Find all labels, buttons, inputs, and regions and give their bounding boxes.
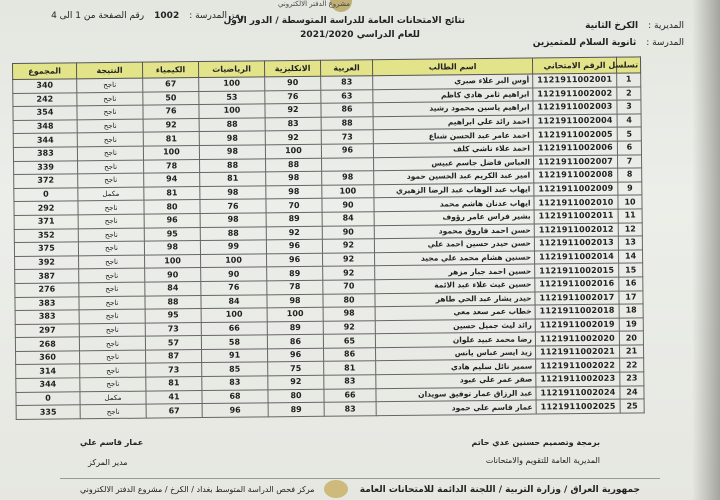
exam-number-cell: 1121911002005 [533,128,617,142]
manager-title: مدير المركز [88,458,128,467]
exam-number-cell: 1121911002010 [534,196,618,210]
exam-number-cell: 1121911002016 [535,277,619,291]
english-grade-cell: 92 [265,103,321,117]
ministry-line: جمهورية العراق / وزارة التربية / اللجنة الدائمة للامتحانات العامة [359,485,640,495]
seq-cell: 25 [620,399,644,413]
chemistry-grade-cell: 67 [143,78,199,92]
student-name-cell: عبد الرزاق عمار توفيق سويدان [376,387,536,402]
total-cell: 372 [14,174,78,188]
directorate-value: الكرخ الثانية [585,21,639,31]
math-grade-cell: 88 [200,158,266,172]
seq-cell: 18 [619,304,643,318]
student-name-cell: خطاب عمر سعد معي [375,305,535,320]
english-grade-cell: 92 [268,375,324,389]
chemistry-grade-cell: 81 [146,377,202,391]
column-header: الانكليزية [264,60,320,77]
student-name-cell: حسن حيدر حسين احمد علي [374,237,534,252]
result-cell: ناجح [79,309,145,323]
result-cell: ناجح [78,228,144,242]
result-cell: ناجح [77,133,143,147]
math-grade-cell: 53 [199,90,265,104]
english-grade-cell: 76 [265,90,321,104]
arabic-grade-cell: 100 [322,184,374,198]
arabic-grade-cell: 86 [321,103,373,117]
english-grade-cell: 98 [266,171,322,185]
arabic-grade-cell: 83 [321,76,373,90]
result-cell: ناجح [80,377,146,391]
chemistry-grade-cell: 90 [145,268,201,282]
total-cell: 297 [15,323,79,337]
student-name-cell: امير عبد الكريم عبد الحسين حمود [374,169,534,184]
school-code-label: رمز المدرسة : [189,11,244,21]
chemistry-grade-cell: 94 [144,173,200,187]
result-cell: ناجح [78,200,144,214]
english-grade-cell: 100 [265,144,321,158]
student-name-cell: ايهاب عبد الوهاب عبد الرضا الزهيري [374,183,534,198]
total-cell: 375 [14,242,78,256]
math-grade-cell: 91 [202,349,268,363]
result-cell: ناجح [77,105,143,119]
result-cell: مكمل [78,187,144,201]
result-cell: ناجح [77,146,143,160]
math-grade-cell: 84 [201,294,267,308]
arabic-grade-cell: 96 [321,144,373,158]
exam-number-cell: 1121911002004 [533,114,617,128]
seq-cell: 8 [618,168,642,182]
total-cell: 340 [13,79,77,93]
chemistry-grade-cell: 95 [145,309,201,323]
seq-cell: 14 [618,250,642,264]
student-name-cell: بشير فراس عامر رؤوف [374,210,534,225]
page-edge-shadow [692,0,720,500]
seq-cell: 3 [617,100,641,114]
arabic-grade-cell: 66 [324,388,376,402]
english-grade-cell: 78 [267,280,323,294]
header-left [34,10,244,23]
student-name-cell: ابراهيم ثامر هادي كاظم [373,88,533,103]
result-cell: ناجح [79,296,145,310]
math-grade-cell: 99 [200,240,266,254]
result-cell: ناجح [79,268,145,282]
math-grade-cell: 100 [199,77,265,91]
student-name-cell: زيد ايسر عباس يانس [376,346,536,361]
seq-cell: 24 [620,386,644,400]
seq-cell: 2 [617,87,641,101]
result-cell: ناجح [78,214,144,228]
bottom-bar [60,478,660,500]
arabic-grade-cell: 98 [322,171,374,185]
chemistry-grade-cell: 41 [146,390,202,404]
exam-number-cell: 1121911002023 [536,372,620,386]
total-cell: 335 [16,405,80,419]
arabic-grade-cell: 65 [323,334,375,348]
seq-cell: 16 [619,277,643,291]
exam-number-cell: 1121911002003 [533,100,617,114]
arabic-grade-cell: 84 [322,212,374,226]
column-header: النتيجة [77,62,143,79]
column-header: اسم الطالب [372,58,532,76]
total-cell: 360 [16,351,80,365]
chemistry-grade-cell: 73 [145,322,201,336]
seq-cell: 11 [618,209,642,223]
chemistry-grade-cell: 78 [144,159,200,173]
exam-number-cell: 1121911002001 [533,73,617,87]
header-right [504,18,684,52]
total-cell: 242 [13,92,77,106]
seq-cell: 23 [620,372,644,386]
total-cell: 292 [14,201,78,215]
math-grade-cell: 66 [201,322,267,336]
exam-number-cell: 1121911002024 [536,386,620,400]
header-title [223,14,465,42]
total-cell: 268 [15,337,79,351]
exam-number-cell: 1121911002009 [534,182,618,196]
student-name-cell: رائد ليث جميل حسين [375,319,535,334]
chemistry-grade-cell: 76 [143,105,199,119]
bottom-emblem-icon [324,480,348,498]
total-cell: 392 [15,256,79,270]
english-grade-cell: 90 [265,76,321,90]
math-grade-cell: 98 [199,145,265,159]
student-name-cell: احمد علاء ناشي كلف [373,142,533,157]
chemistry-grade-cell: 81 [143,132,199,146]
english-grade-cell: 89 [266,212,322,226]
math-grade-cell: 81 [200,172,266,186]
english-grade-cell: 88 [266,158,322,172]
student-name-cell: حيدر يشار عبد الحي طاهر [375,292,535,307]
english-grade-cell: 89 [267,267,323,281]
math-grade-cell: 76 [200,199,266,213]
english-grade-cell: 86 [267,335,323,349]
result-cell: ناجح [80,350,146,364]
directorate-credit: المديرية العامة للتقويم والامتحانات [485,456,600,465]
chemistry-grade-cell: 87 [146,349,202,363]
arabic-grade-cell: 90 [322,225,374,239]
english-grade-cell: 98 [267,294,323,308]
total-cell: 348 [13,120,77,134]
student-name-cell: العباس فاضل جاسم عبيس [374,156,534,171]
exam-number-cell: 1121911002019 [535,318,619,332]
seq-cell: 6 [617,141,641,155]
title-line-2: للعام الدراسي 2021/2020 [300,30,420,40]
chemistry-grade-cell: 88 [145,295,201,309]
english-grade-cell: 80 [268,389,324,403]
arabic-grade-cell: 98 [323,307,375,321]
result-cell: ناجح [79,282,145,296]
student-name-cell: حسين احمد جبار مزهر [375,264,535,279]
seq-cell: 4 [617,114,641,128]
total-cell: 344 [13,133,77,147]
student-name-cell: أوس البر علاء صبري [373,74,533,89]
result-cell: ناجح [78,173,144,187]
seq-cell: 5 [617,127,641,141]
english-grade-cell: 96 [268,348,324,362]
exam-number-cell: 1121911002022 [536,359,620,373]
english-grade-cell: 96 [266,239,322,253]
exam-number-cell: 1121911002002 [533,87,617,101]
chemistry-grade-cell: 73 [146,363,202,377]
arabic-grade-cell: 83 [324,402,376,416]
arabic-grade-cell: 80 [323,293,375,307]
arabic-grade-cell: 81 [324,361,376,375]
result-cell: ناجح [79,323,145,337]
column-header: الرياضيات [198,61,264,78]
result-cell: ناجح [77,119,143,133]
student-name-cell: حسن احمد فاروق محمود [374,224,534,239]
arabic-grade-cell: 90 [322,198,374,212]
seq-cell: 20 [619,331,643,345]
exam-number-cell: 1121911002020 [535,331,619,345]
math-grade-cell: 96 [202,403,268,417]
math-grade-cell: 98 [200,213,266,227]
arabic-grade-cell: 92 [323,320,375,334]
total-cell: 383 [15,310,79,324]
column-header: تسلسل [616,57,640,73]
school-value: ثانوية السلام للمتميزين [532,38,637,48]
total-cell: 383 [13,147,77,161]
math-grade-cell: 90 [201,267,267,281]
exam-number-cell: 1121911002017 [535,291,619,305]
column-header: الكيمياء [142,62,198,79]
arabic-grade-cell: 92 [323,266,375,280]
result-cell: ناجح [79,255,145,269]
english-grade-cell: 70 [266,199,322,213]
result-cell: ناجح [80,364,146,378]
total-cell: 344 [16,378,80,392]
seq-cell: 10 [618,195,642,209]
seq-cell: 1 [617,73,641,87]
total-cell: 314 [16,364,80,378]
math-grade-cell: 83 [202,376,268,390]
student-name-cell: عمار قاسم علي حمود [376,400,536,415]
total-cell: 383 [15,296,79,310]
directorate-label: المديرية : [648,21,684,31]
student-name-cell: ايهاب عدنان هاشم محمد [374,196,534,211]
seq-cell: 13 [618,236,642,250]
arabic-grade-cell: 73 [321,130,373,144]
arabic-grade-cell: 70 [323,280,375,294]
seq-cell: 19 [619,318,643,332]
design-credit: برمجة وتصميم حسنين عدي حاتم [471,438,600,447]
exam-number-cell: 1121911002018 [535,304,619,318]
english-grade-cell: 100 [267,307,323,321]
total-cell: 0 [16,391,80,405]
column-header: العربية [320,60,372,77]
result-cell: ناجح [78,241,144,255]
chemistry-grade-cell: 84 [145,281,201,295]
math-grade-cell: 98 [200,186,266,200]
total-cell: 371 [14,215,78,229]
chemistry-grade-cell: 100 [145,254,201,268]
column-header: الرقم الامتحاني [532,57,616,74]
arabic-grade-cell: 92 [323,252,375,266]
math-grade-cell: 98 [199,131,265,145]
student-name-cell: رضا محمد عبيد علوان [375,332,535,347]
exam-number-cell: 1121911002025 [536,399,620,413]
chemistry-grade-cell: 98 [144,241,200,255]
english-grade-cell: 98 [266,185,322,199]
result-cell: ناجح [79,336,145,350]
seq-cell: 21 [619,345,643,359]
exam-number-cell: 1121911002006 [533,141,617,155]
english-grade-cell: 96 [267,253,323,267]
math-grade-cell: 68 [202,389,268,403]
result-cell: ناجح [77,78,143,92]
arabic-grade-cell: 83 [324,375,376,389]
english-grade-cell: 92 [266,226,322,240]
exam-number-cell: 1121911002012 [534,223,618,237]
exam-number-cell: 1121911002008 [534,168,618,182]
result-cell: مكمل [80,391,146,405]
math-grade-cell: 100 [201,254,267,268]
student-name-cell: احمد رائد علي ابراهيم [373,115,533,130]
seq-cell: 9 [618,182,642,196]
english-grade-cell: 75 [268,362,324,376]
chemistry-grade-cell: 67 [146,404,202,418]
exam-number-cell: 1121911002011 [534,209,618,223]
math-grade-cell: 85 [202,362,268,376]
seq-cell: 12 [618,222,642,236]
result-cell: ناجح [80,404,146,418]
english-grade-cell: 89 [267,321,323,335]
exam-number-cell: 1121911002014 [534,250,618,264]
seq-cell: 7 [617,154,641,168]
total-cell: 354 [13,106,77,120]
chemistry-grade-cell: 81 [144,186,200,200]
math-grade-cell: 58 [201,335,267,349]
student-name-cell: حسين غيث علاء عبد الائمة [375,278,535,293]
student-name-cell: احمد عامر عبد الحسن شناع [373,128,533,143]
exam-number-cell: 1121911002021 [535,345,619,359]
school-label: المدرسة : [646,38,684,48]
total-cell: 0 [14,188,78,202]
manager-name: عمار قاسم علي [80,438,144,447]
arabic-grade-cell [322,157,374,171]
result-cell: ناجح [77,92,143,106]
total-cell: 276 [15,283,79,297]
chemistry-grade-cell: 96 [144,213,200,227]
student-name-cell: ابراهيم ياسين محمود رشيد [373,101,533,116]
column-header: المجموع [13,63,77,80]
math-grade-cell: 100 [201,308,267,322]
total-cell: 339 [14,160,78,174]
arabic-grade-cell: 92 [322,239,374,253]
top-strip-text: مشروع الدفتر الالكتروني [277,0,350,8]
arabic-grade-cell: 88 [321,117,373,131]
chemistry-grade-cell: 50 [143,91,199,105]
result-cell: ناجح [78,160,144,174]
english-grade-cell: 89 [268,403,324,417]
center-line: مركز فحص الدراسة المتوسط بغداد / الكرخ / مشروع الدفتر الالكتروني [80,485,315,494]
english-grade-cell: 83 [265,117,321,131]
seq-cell: 22 [620,358,644,372]
chemistry-grade-cell: 57 [145,336,201,350]
seq-cell: 17 [619,290,643,304]
chemistry-grade-cell: 92 [143,118,199,132]
exam-number-cell: 1121911002015 [535,263,619,277]
student-name-cell: سمير نائل سليم هادي [376,360,536,375]
arabic-grade-cell: 63 [321,89,373,103]
results-table [12,56,645,419]
math-grade-cell: 100 [199,104,265,118]
title-line-1: نتائج الامتحانات العامة للدراسة المتوسطة / الدور الأول [223,16,465,26]
math-grade-cell: 76 [201,281,267,295]
page-label: رقم الصفحة من 1 الى 4 [51,11,145,21]
school-code-value: 1002 [154,11,180,21]
seq-cell: 15 [619,263,643,277]
english-grade-cell: 92 [265,131,321,145]
chemistry-grade-cell: 95 [144,227,200,241]
chemistry-grade-cell: 100 [143,146,199,160]
chemistry-grade-cell: 80 [144,200,200,214]
total-cell: 352 [14,228,78,242]
student-name-cell: حسنين هشام محمد علي مجيد [375,251,535,266]
exam-number-cell: 1121911002007 [533,155,617,169]
total-cell: 387 [15,269,79,283]
student-name-cell: صقر عمر علي عبود [376,373,536,388]
math-grade-cell: 88 [200,226,266,240]
arabic-grade-cell: 86 [324,348,376,362]
exam-number-cell: 1121911002013 [534,236,618,250]
math-grade-cell: 88 [199,118,265,132]
